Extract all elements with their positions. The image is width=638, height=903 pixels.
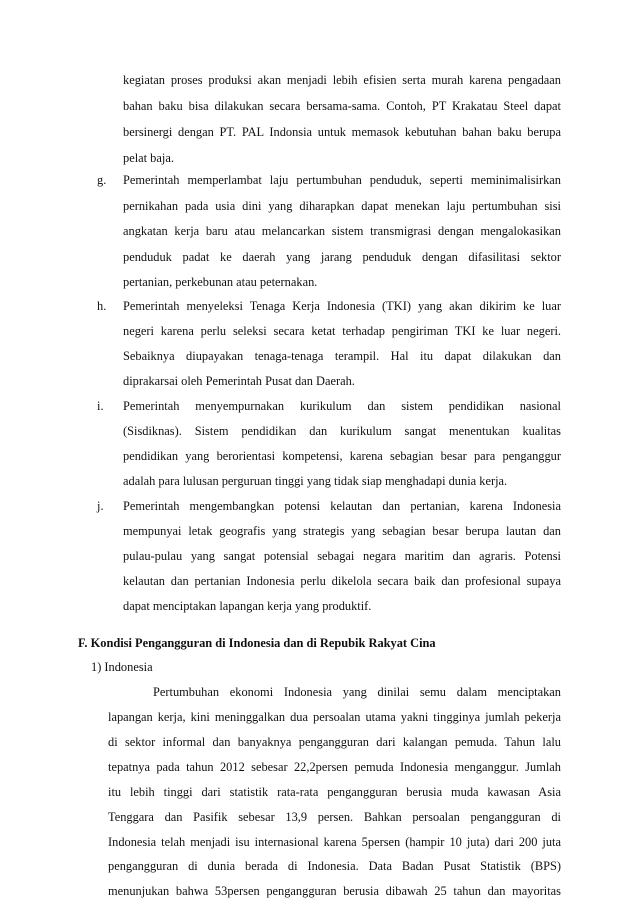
list-item-j-line: Pemerintah mengembangkan potensi kelautan dan pertanian, karena Indonesia — [123, 499, 561, 513]
paragraph-line: menunjukan bahwa 53persen pengangguran berusia dibawah 25 tahun dan mayoritas — [108, 884, 561, 898]
list-continuation-line: bersinergi dengan PT. PAL Indonsia untuk memasok kebutuhan bahan baku berupa — [123, 125, 561, 139]
paragraph-line: Indonesia telah menjadi isu internasional karena 5persen (hampir 10 juta) dari 200 juta — [108, 835, 561, 849]
list-continuation-line: kegiatan proses produksi akan menjadi lebih efisien serta murah karena pengadaan — [123, 73, 561, 87]
list-item-h-line: negeri karena perlu seleksi secara ketat terhadap pengiriman TKI ke luar negeri. — [123, 324, 561, 338]
paragraph-line: itu lebih tinggi dari statistik rata-rata pengangguran berusia muda kawasan Asia — [108, 785, 561, 799]
list-item-g-line: Pemerintah memperlambat laju pertumbuhan penduduk, seperti meminimalisirkan — [123, 173, 561, 187]
paragraph-line: tepatnya pada tahun 2012 sebesar 22,2persen pemuda Indonesia menganggur. Jumlah — [108, 760, 561, 774]
list-item-g-line: angkatan kerja baru atau melancarkan sistem transmigrasi dengan mengalokasikan — [123, 224, 561, 238]
paragraph-line: pengangguran di dunia berada di Indonesia. Data Badan Pusat Statistik (BPS) — [108, 859, 561, 873]
paragraph-line: Tenggara dan Pasifik sebesar 13,9 persen. Bahkan persoalan pengangguran di — [108, 810, 561, 824]
list-item-h-line: diprakarsai oleh Pemerintah Pusat dan Daerah. — [123, 374, 355, 388]
list-item-h-line: Pemerintah menyeleksi Tenaga Kerja Indonesia (TKI) yang akan dikirim ke luar — [123, 299, 561, 313]
paragraph-line: di sektor informal dan banyaknya pengangguran dari kalangan pemuda. Tahun lalu — [108, 735, 561, 749]
list-item-j-line: dapat menciptakan lapangan kerja yang produktif. — [123, 599, 372, 613]
subsection-heading: 1) Indonesia — [91, 660, 153, 674]
list-continuation-line: pelat baja. — [123, 151, 174, 165]
list-marker-g: g. — [97, 173, 107, 187]
list-continuation-line: bahan baku bisa dilakukan secara bersama-sama. Contoh, PT Krakatau Steel dapat — [123, 99, 561, 113]
list-item-i-line: Pemerintah menyempurnakan kurikulum dan sistem pendidikan nasional — [123, 399, 561, 413]
paragraph-line: Pertumbuhan ekonomi Indonesia yang dinilai semu dalam menciptakan — [153, 685, 561, 699]
list-item-i-line: pendidikan yang berorientasi kompetensi, karena sebagian besar para penganggur — [123, 449, 561, 463]
list-item-j-line: mempunyai letak geografis yang strategis yang sebagian besar berupa lautan dan — [123, 524, 561, 538]
list-item-i-line: adalah para lulusan perguruan tinggi yang tidak siap menghadapi dunia kerja. — [123, 474, 508, 488]
list-marker-j: j. — [97, 499, 104, 513]
list-item-g-line: pernikahan pada usia dini yang diharapkan dapat menekan laju pertumbuhan sisi — [123, 199, 561, 213]
list-item-g-line: penduduk padat ke daerah yang jarang penduduk dengan difasilitasi sektor — [123, 250, 561, 264]
list-marker-h: h. — [97, 299, 107, 313]
list-item-j-line: kelautan dan pertanian Indonesia perlu dikelola secara baik dan profesional supaya — [123, 574, 561, 588]
list-item-h-line: Sebaiknya diupayakan tenaga-tenaga terampil. Hal itu dapat dilakukan dan — [123, 349, 561, 363]
paragraph-line: lapangan kerja, kini meninggalkan dua persoalan utama yakni tingginya jumlah pekerja — [108, 710, 561, 724]
list-item-i-line: (Sisdiknas). Sistem pendidikan dan kurikulum sangat menentukan kualitas — [123, 424, 561, 438]
list-item-j-line: pulau-pulau yang sangat potensial sebagai negara maritim dan agraris. Potensi — [123, 549, 561, 563]
list-marker-i: i. — [97, 399, 104, 413]
section-heading: F. Kondisi Pengangguran di Indonesia dan di Repubik Rakyat Cina — [78, 636, 436, 650]
list-item-g-line: pertanian, perkebunan atau peternakan. — [123, 275, 318, 289]
